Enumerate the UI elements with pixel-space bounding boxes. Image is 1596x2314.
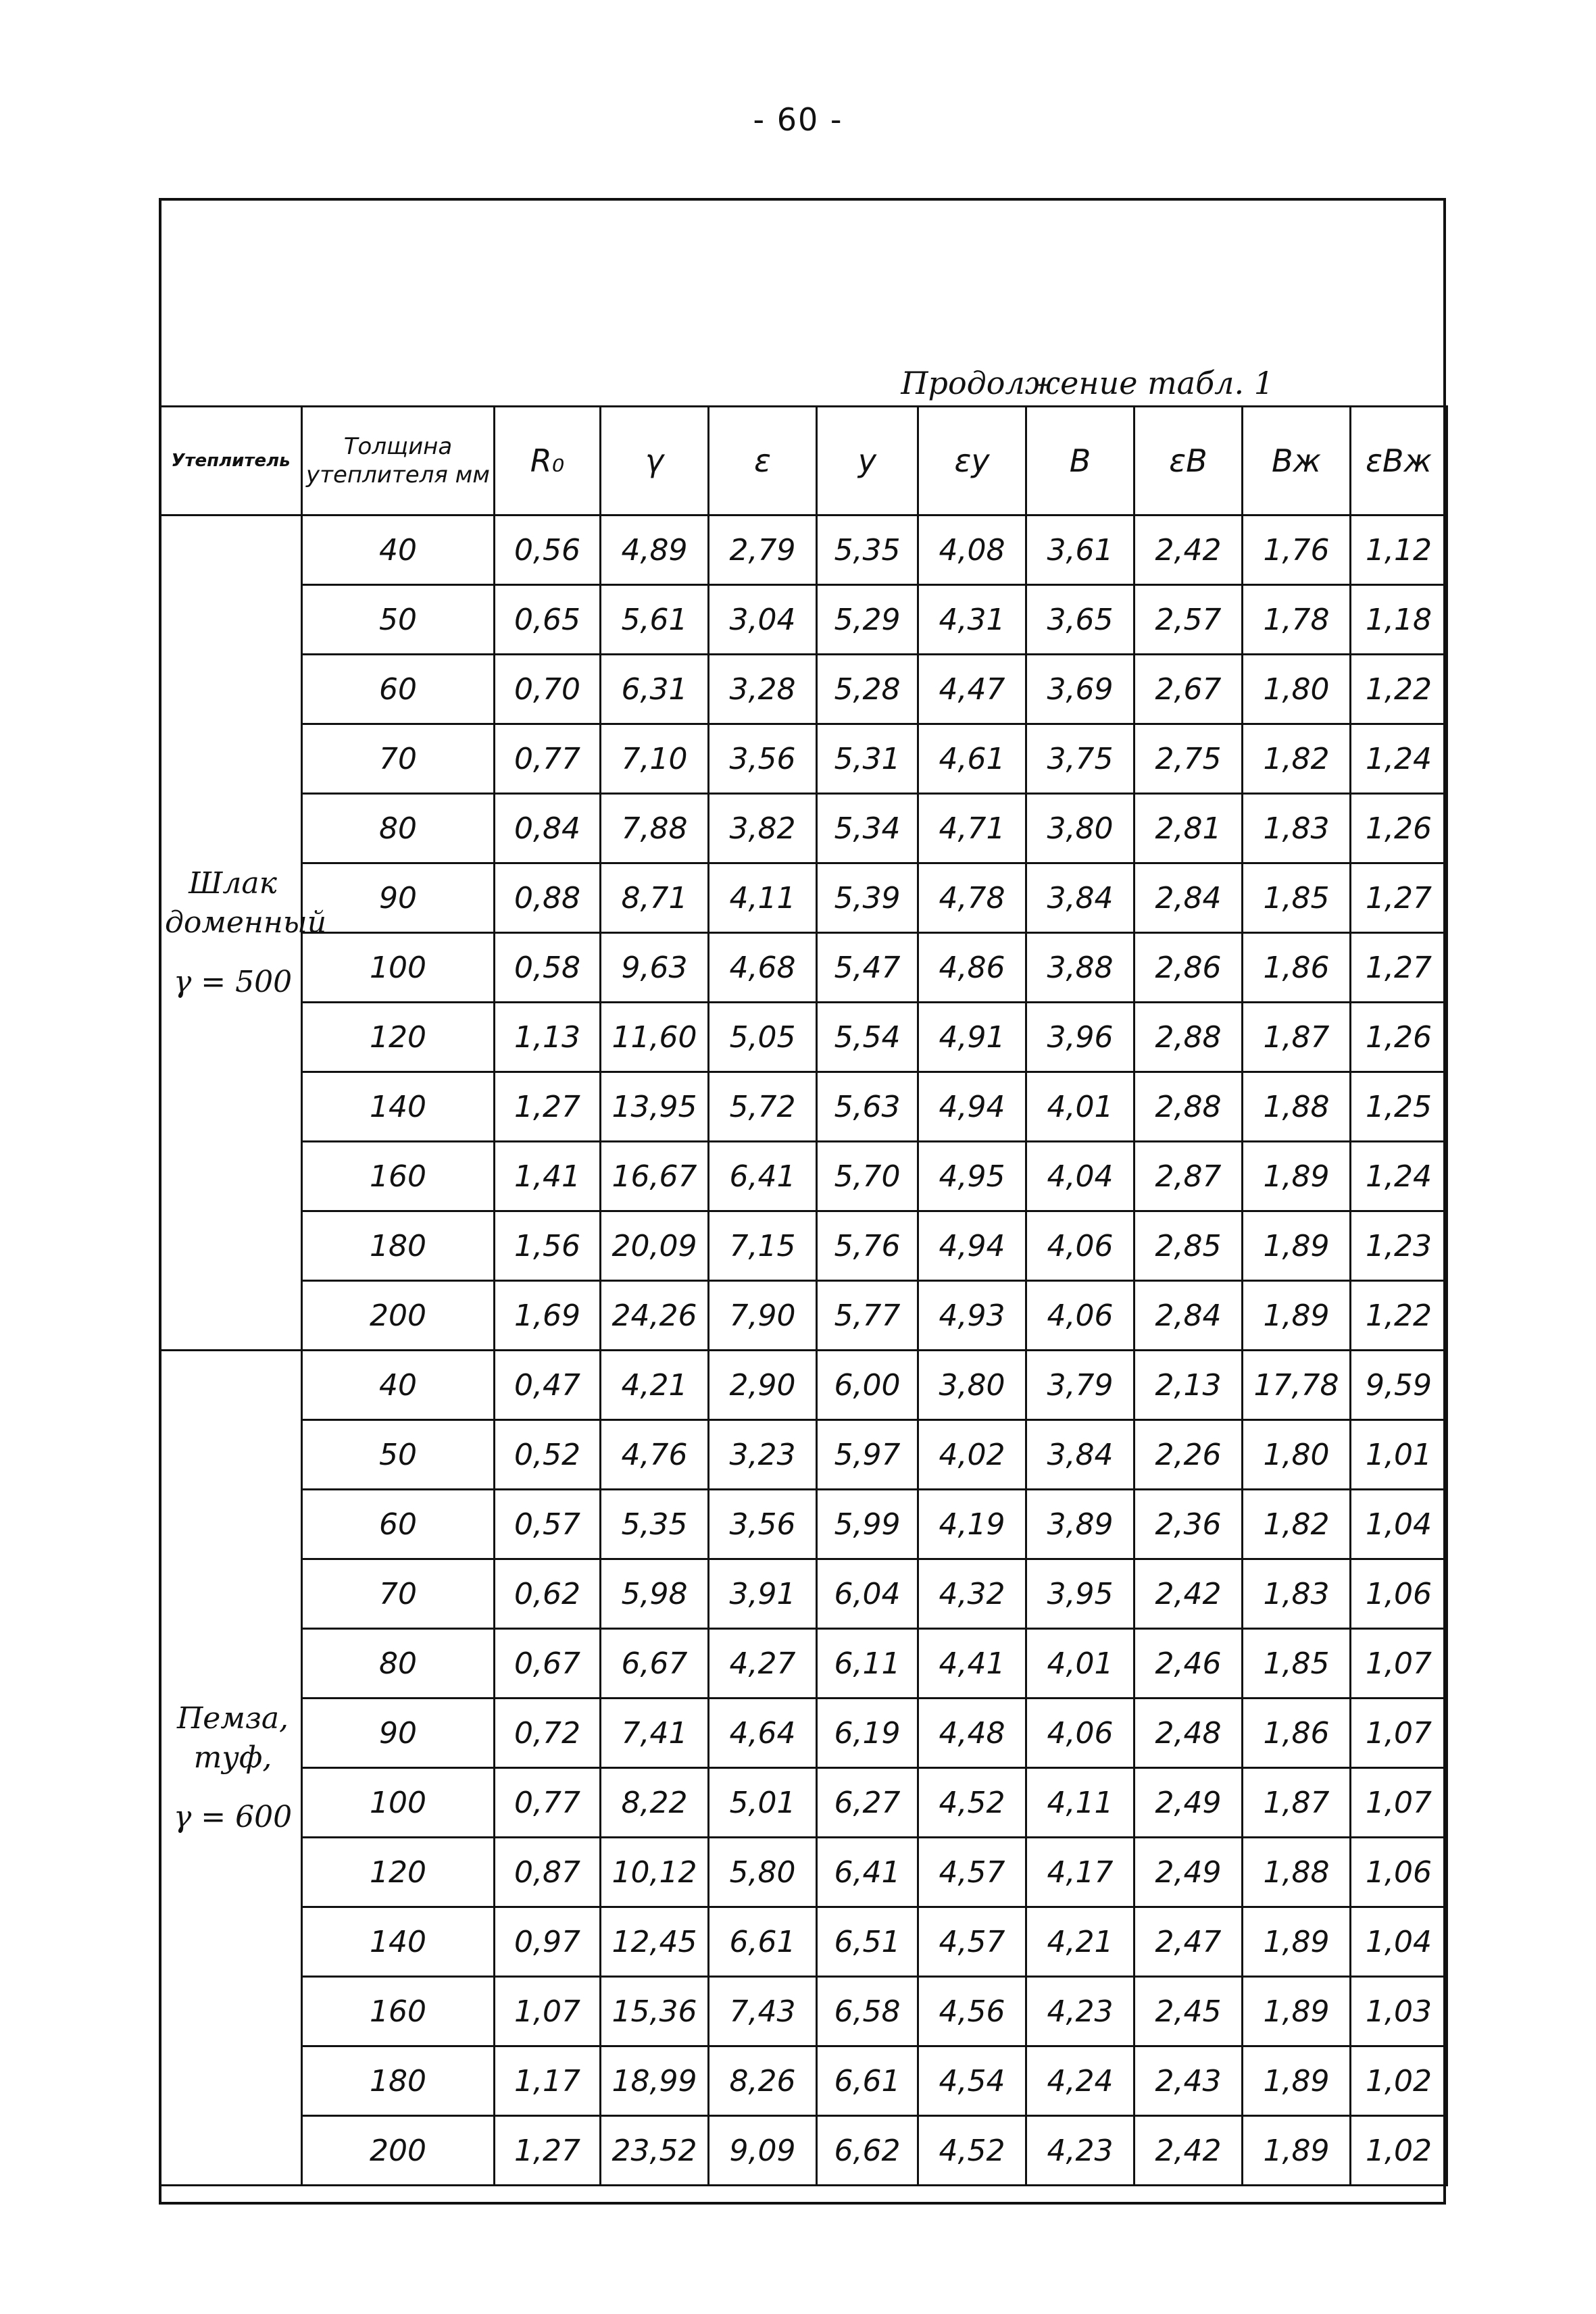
- value-cell: 2,79: [709, 515, 817, 585]
- value-cell: 4,47: [918, 655, 1026, 724]
- value-cell: 1,69: [495, 1281, 601, 1351]
- value-cell: 4,78: [918, 863, 1026, 933]
- value-cell: 4,19: [918, 1490, 1026, 1559]
- value-cell: 4,23: [1026, 2116, 1134, 2186]
- value-cell: 4,32: [918, 1559, 1026, 1629]
- table-row: [160, 1072, 1447, 1142]
- table-row: [160, 1977, 1447, 2046]
- value-cell: 4,01: [1026, 1072, 1134, 1142]
- table-body: [160, 515, 1447, 2186]
- value-cell: 4,57: [918, 1838, 1026, 1907]
- thickness-cell: 160: [302, 1142, 495, 1211]
- value-cell: 3,04: [709, 585, 817, 655]
- value-cell: 3,56: [709, 1490, 817, 1559]
- value-cell: 5,72: [709, 1072, 817, 1142]
- header-y: y: [817, 407, 918, 515]
- value-cell: 3,28: [709, 655, 817, 724]
- value-cell: 5,28: [817, 655, 918, 724]
- value-cell: 1,24: [1351, 724, 1447, 794]
- value-cell: 4,21: [1026, 1907, 1134, 1977]
- thickness-cell: 90: [302, 1699, 495, 1768]
- value-cell: 13,95: [601, 1072, 709, 1142]
- table-row: [160, 1768, 1447, 1838]
- value-cell: 8,22: [601, 1768, 709, 1838]
- value-cell: 6,61: [817, 2046, 918, 2116]
- thickness-cell: 70: [302, 1559, 495, 1629]
- value-cell: 1,85: [1243, 1629, 1351, 1699]
- value-cell: 7,41: [601, 1699, 709, 1768]
- thickness-cell: 100: [302, 1768, 495, 1838]
- value-cell: 4,27: [709, 1629, 817, 1699]
- table-row: [160, 1838, 1447, 1907]
- value-cell: 3,82: [709, 794, 817, 863]
- value-cell: 1,41: [495, 1142, 601, 1211]
- value-cell: 8,71: [601, 863, 709, 933]
- value-cell: 1,89: [1243, 2046, 1351, 2116]
- value-cell: 1,24: [1351, 1142, 1447, 1211]
- value-cell: 1,07: [1351, 1699, 1447, 1768]
- value-cell: 2,84: [1134, 863, 1243, 933]
- value-cell: 0,67: [495, 1629, 601, 1699]
- thickness-cell: 40: [302, 515, 495, 585]
- value-cell: 3,88: [1026, 933, 1134, 1003]
- value-cell: 4,23: [1026, 1977, 1134, 2046]
- value-cell: 1,27: [495, 2116, 601, 2186]
- value-cell: 2,84: [1134, 1281, 1243, 1351]
- value-cell: 1,82: [1243, 1490, 1351, 1559]
- table-row: [160, 1142, 1447, 1211]
- value-cell: 10,12: [601, 1838, 709, 1907]
- value-cell: 5,98: [601, 1559, 709, 1629]
- value-cell: 4,52: [918, 1768, 1026, 1838]
- thickness-cell: 120: [302, 1838, 495, 1907]
- value-cell: 0,58: [495, 933, 601, 1003]
- table-row: [160, 2046, 1447, 2116]
- value-cell: 2,85: [1134, 1211, 1243, 1281]
- value-cell: 1,86: [1243, 933, 1351, 1003]
- value-cell: 4,52: [918, 2116, 1026, 2186]
- value-cell: 5,35: [817, 515, 918, 585]
- value-cell: 1,04: [1351, 1490, 1447, 1559]
- value-cell: 6,00: [817, 1351, 918, 1420]
- value-cell: 7,88: [601, 794, 709, 863]
- thickness-cell: 180: [302, 1211, 495, 1281]
- value-cell: 2,42: [1134, 1559, 1243, 1629]
- value-cell: 1,89: [1243, 2116, 1351, 2186]
- value-cell: 4,64: [709, 1699, 817, 1768]
- value-cell: 3,95: [1026, 1559, 1134, 1629]
- value-cell: 1,17: [495, 2046, 601, 2116]
- value-cell: 2,13: [1134, 1351, 1243, 1420]
- value-cell: 0,84: [495, 794, 601, 863]
- value-cell: 1,56: [495, 1211, 601, 1281]
- table-row: [160, 1211, 1447, 1281]
- value-cell: 1,07: [1351, 1629, 1447, 1699]
- value-cell: 3,69: [1026, 655, 1134, 724]
- value-cell: 15,36: [601, 1977, 709, 2046]
- thickness-cell: 140: [302, 1907, 495, 1977]
- value-cell: 24,26: [601, 1281, 709, 1351]
- value-cell: 4,01: [1026, 1629, 1134, 1699]
- value-cell: 1,22: [1351, 1281, 1447, 1351]
- material-cell: [160, 515, 327, 1351]
- header-epsilon: ε: [709, 407, 817, 515]
- value-cell: 0,70: [495, 655, 601, 724]
- value-cell: 4,71: [918, 794, 1026, 863]
- table-row: [160, 1629, 1447, 1699]
- thickness-cell: 60: [302, 655, 495, 724]
- value-cell: 2,42: [1134, 515, 1243, 585]
- value-cell: 1,27: [1351, 863, 1447, 933]
- value-cell: 2,45: [1134, 1977, 1243, 2046]
- thickness-cell: 200: [302, 2116, 495, 2186]
- value-cell: 0,65: [495, 585, 601, 655]
- value-cell: 6,67: [601, 1629, 709, 1699]
- value-cell: 5,47: [817, 933, 918, 1003]
- value-cell: 7,43: [709, 1977, 817, 2046]
- value-cell: 1,78: [1243, 585, 1351, 655]
- value-cell: 4,17: [1026, 1838, 1134, 1907]
- table-row: [160, 585, 1447, 655]
- value-cell: 6,31: [601, 655, 709, 724]
- value-cell: 1,87: [1243, 1003, 1351, 1072]
- thickness-cell: 160: [302, 1977, 495, 2046]
- table-row: [160, 1281, 1447, 1351]
- value-cell: 12,45: [601, 1907, 709, 1977]
- value-cell: 4,24: [1026, 2046, 1134, 2116]
- value-cell: 3,96: [1026, 1003, 1134, 1072]
- value-cell: 1,89: [1243, 1211, 1351, 1281]
- value-cell: 1,22: [1351, 655, 1447, 724]
- value-cell: 4,61: [918, 724, 1026, 794]
- table-row: [160, 794, 1447, 863]
- value-cell: 1,86: [1243, 1699, 1351, 1768]
- value-cell: 3,23: [709, 1420, 817, 1490]
- value-cell: 3,80: [1026, 794, 1134, 863]
- header-material: Утеплитель: [160, 407, 302, 515]
- value-cell: 5,54: [817, 1003, 918, 1072]
- value-cell: 0,87: [495, 1838, 601, 1907]
- value-cell: 1,01: [1351, 1420, 1447, 1490]
- value-cell: 5,29: [817, 585, 918, 655]
- value-cell: 4,02: [918, 1420, 1026, 1490]
- material-name: Шлак доменный: [165, 865, 327, 940]
- value-cell: 5,39: [817, 863, 918, 933]
- value-cell: 5,77: [817, 1281, 918, 1351]
- thickness-cell: 100: [302, 933, 495, 1003]
- value-cell: 0,97: [495, 1907, 601, 1977]
- value-cell: 9,63: [601, 933, 709, 1003]
- thickness-cell: 60: [302, 1490, 495, 1559]
- value-cell: 1,03: [1351, 1977, 1447, 2046]
- value-cell: 1,23: [1351, 1211, 1447, 1281]
- value-cell: 4,08: [918, 515, 1026, 585]
- value-cell: 3,84: [1026, 1420, 1134, 1490]
- value-cell: 2,26: [1134, 1420, 1243, 1490]
- thickness-cell: 50: [302, 1420, 495, 1490]
- value-cell: 3,61: [1026, 515, 1134, 585]
- value-cell: 6,61: [709, 1907, 817, 1977]
- value-cell: 7,10: [601, 724, 709, 794]
- value-cell: 4,06: [1026, 1211, 1134, 1281]
- table-caption: Продолжение табл. 1: [901, 365, 1274, 401]
- value-cell: 1,80: [1243, 1420, 1351, 1490]
- value-cell: 1,83: [1243, 794, 1351, 863]
- value-cell: 2,49: [1134, 1838, 1243, 1907]
- value-cell: 4,31: [918, 585, 1026, 655]
- value-cell: 4,57: [918, 1907, 1026, 1977]
- header-row: [160, 407, 1447, 515]
- value-cell: 1,06: [1351, 1559, 1447, 1629]
- value-cell: 6,41: [817, 1838, 918, 1907]
- value-cell: 2,67: [1134, 655, 1243, 724]
- header-gamma: γ: [601, 407, 709, 515]
- value-cell: 2,81: [1134, 794, 1243, 863]
- value-cell: 2,49: [1134, 1768, 1243, 1838]
- value-cell: 1,88: [1243, 1838, 1351, 1907]
- value-cell: 7,15: [709, 1211, 817, 1281]
- thickness-cell: 40: [302, 1351, 495, 1420]
- value-cell: 5,05: [709, 1003, 817, 1072]
- header-epsilon-b: εB: [1134, 407, 1243, 515]
- thickness-cell: 90: [302, 863, 495, 933]
- value-cell: 2,46: [1134, 1629, 1243, 1699]
- value-cell: 1,89: [1243, 1907, 1351, 1977]
- table-row: [160, 515, 1447, 585]
- value-cell: 4,11: [709, 863, 817, 933]
- value-cell: 11,60: [601, 1003, 709, 1072]
- thickness-cell: 70: [302, 724, 495, 794]
- value-cell: 5,97: [817, 1420, 918, 1490]
- value-cell: 3,91: [709, 1559, 817, 1629]
- value-cell: 2,88: [1134, 1003, 1243, 1072]
- value-cell: 4,95: [918, 1142, 1026, 1211]
- header-b: B: [1026, 407, 1134, 515]
- value-cell: 1,27: [1351, 933, 1447, 1003]
- value-cell: 4,21: [601, 1351, 709, 1420]
- value-cell: 4,04: [1026, 1142, 1134, 1211]
- value-cell: 1,02: [1351, 2046, 1447, 2116]
- material-cell: [160, 1351, 302, 2186]
- value-cell: 1,76: [1243, 515, 1351, 585]
- thickness-cell: 50: [302, 585, 495, 655]
- value-cell: 9,09: [709, 2116, 817, 2186]
- value-cell: 4,06: [1026, 1699, 1134, 1768]
- value-cell: 1,18: [1351, 585, 1447, 655]
- value-cell: 1,80: [1243, 655, 1351, 724]
- header-epsilon-y: εy: [918, 407, 1026, 515]
- value-cell: 3,84: [1026, 863, 1134, 933]
- value-cell: 3,75: [1026, 724, 1134, 794]
- value-cell: 1,87: [1243, 1768, 1351, 1838]
- material-density: γ = 500: [173, 964, 293, 999]
- value-cell: 16,67: [601, 1142, 709, 1211]
- value-cell: 2,36: [1134, 1490, 1243, 1559]
- value-cell: 2,57: [1134, 585, 1243, 655]
- page-number: - 60 -: [753, 101, 843, 138]
- value-cell: 1,12: [1351, 515, 1447, 585]
- value-cell: 1,89: [1243, 1142, 1351, 1211]
- value-cell: 1,85: [1243, 863, 1351, 933]
- value-cell: 0,77: [495, 1768, 601, 1838]
- value-cell: 5,01: [709, 1768, 817, 1838]
- value-cell: 6,19: [817, 1699, 918, 1768]
- value-cell: 1,88: [1243, 1072, 1351, 1142]
- thickness-cell: 80: [302, 1629, 495, 1699]
- value-cell: 20,09: [601, 1211, 709, 1281]
- value-cell: 1,13: [495, 1003, 601, 1072]
- value-cell: 18,99: [601, 2046, 709, 2116]
- value-cell: 5,35: [601, 1490, 709, 1559]
- material-name: Пемза, туф,: [176, 1701, 289, 1775]
- value-cell: 3,89: [1026, 1490, 1134, 1559]
- value-cell: 1,83: [1243, 1559, 1351, 1629]
- value-cell: 1,04: [1351, 1907, 1447, 1977]
- table-row: [160, 1351, 1447, 1420]
- table-row: [160, 1907, 1447, 1977]
- data-table: [159, 405, 1448, 2186]
- table-row: [160, 2116, 1447, 2186]
- value-cell: 0,47: [495, 1351, 601, 1420]
- value-cell: 5,99: [817, 1490, 918, 1559]
- table-row: [160, 933, 1447, 1003]
- value-cell: 2,75: [1134, 724, 1243, 794]
- thickness-cell: 80: [302, 794, 495, 863]
- value-cell: 5,63: [817, 1072, 918, 1142]
- value-cell: 4,56: [918, 1977, 1026, 2046]
- material-density: γ = 600: [173, 1799, 293, 1834]
- value-cell: 0,72: [495, 1699, 601, 1768]
- value-cell: 1,27: [495, 1072, 601, 1142]
- value-cell: 5,34: [817, 794, 918, 863]
- value-cell: 6,04: [817, 1559, 918, 1629]
- value-cell: 4,76: [601, 1420, 709, 1490]
- value-cell: 1,82: [1243, 724, 1351, 794]
- value-cell: 2,88: [1134, 1072, 1243, 1142]
- thickness-cell: 200: [302, 1281, 495, 1351]
- value-cell: 23,52: [601, 2116, 709, 2186]
- value-cell: 5,61: [601, 585, 709, 655]
- value-cell: 1,26: [1351, 1003, 1447, 1072]
- table-row: [160, 1420, 1447, 1490]
- header-r0: R₀: [495, 407, 601, 515]
- table-row: [160, 1003, 1447, 1072]
- value-cell: 9,59: [1351, 1351, 1447, 1420]
- table-row: [160, 1699, 1447, 1768]
- value-cell: 5,76: [817, 1211, 918, 1281]
- table-row: [160, 1490, 1447, 1559]
- thickness-cell: 120: [302, 1003, 495, 1072]
- value-cell: 6,62: [817, 2116, 918, 2186]
- value-cell: 1,89: [1243, 1281, 1351, 1351]
- value-cell: 2,86: [1134, 933, 1243, 1003]
- value-cell: 3,80: [918, 1351, 1026, 1420]
- value-cell: 2,48: [1134, 1699, 1243, 1768]
- value-cell: 5,70: [817, 1142, 918, 1211]
- value-cell: 0,88: [495, 863, 601, 933]
- value-cell: 1,07: [1351, 1768, 1447, 1838]
- table-row: [160, 724, 1447, 794]
- value-cell: 2,43: [1134, 2046, 1243, 2116]
- value-cell: 4,11: [1026, 1768, 1134, 1838]
- value-cell: 2,90: [709, 1351, 817, 1420]
- value-cell: 5,80: [709, 1838, 817, 1907]
- value-cell: 0,52: [495, 1420, 601, 1490]
- value-cell: 4,68: [709, 933, 817, 1003]
- value-cell: 6,41: [709, 1142, 817, 1211]
- value-cell: 4,91: [918, 1003, 1026, 1072]
- thickness-cell: 140: [302, 1072, 495, 1142]
- value-cell: 4,41: [918, 1629, 1026, 1699]
- value-cell: 4,86: [918, 933, 1026, 1003]
- value-cell: 3,56: [709, 724, 817, 794]
- header-thickness: Толщина утеплителя мм: [302, 407, 495, 515]
- header-epsilon-b-zh: εBж: [1351, 407, 1447, 515]
- value-cell: 6,58: [817, 1977, 918, 2046]
- header-b-zh: Bж: [1243, 407, 1351, 515]
- value-cell: 3,79: [1026, 1351, 1134, 1420]
- value-cell: 17,78: [1243, 1351, 1351, 1420]
- table-row: [160, 1559, 1447, 1629]
- value-cell: 0,62: [495, 1559, 601, 1629]
- value-cell: 1,06: [1351, 1838, 1447, 1907]
- value-cell: 3,65: [1026, 585, 1134, 655]
- value-cell: 5,31: [817, 724, 918, 794]
- value-cell: 4,93: [918, 1281, 1026, 1351]
- value-cell: 7,90: [709, 1281, 817, 1351]
- value-cell: 4,94: [918, 1211, 1026, 1281]
- value-cell: 1,25: [1351, 1072, 1447, 1142]
- value-cell: 6,51: [817, 1907, 918, 1977]
- value-cell: 2,42: [1134, 2116, 1243, 2186]
- table-row: [160, 655, 1447, 724]
- value-cell: 8,26: [709, 2046, 817, 2116]
- value-cell: 0,56: [495, 515, 601, 585]
- value-cell: 6,27: [817, 1768, 918, 1838]
- value-cell: 1,89: [1243, 1977, 1351, 2046]
- value-cell: 0,57: [495, 1490, 601, 1559]
- value-cell: 1,26: [1351, 794, 1447, 863]
- value-cell: 1,07: [495, 1977, 601, 2046]
- value-cell: 6,11: [817, 1629, 918, 1699]
- value-cell: 4,48: [918, 1699, 1026, 1768]
- table-row: [160, 863, 1447, 933]
- value-cell: 4,89: [601, 515, 709, 585]
- value-cell: 4,54: [918, 2046, 1026, 2116]
- value-cell: 2,87: [1134, 1142, 1243, 1211]
- thickness-cell: 180: [302, 2046, 495, 2116]
- value-cell: 2,47: [1134, 1907, 1243, 1977]
- value-cell: 4,06: [1026, 1281, 1134, 1351]
- value-cell: 0,77: [495, 724, 601, 794]
- value-cell: 4,94: [918, 1072, 1026, 1142]
- value-cell: 1,02: [1351, 2116, 1447, 2186]
